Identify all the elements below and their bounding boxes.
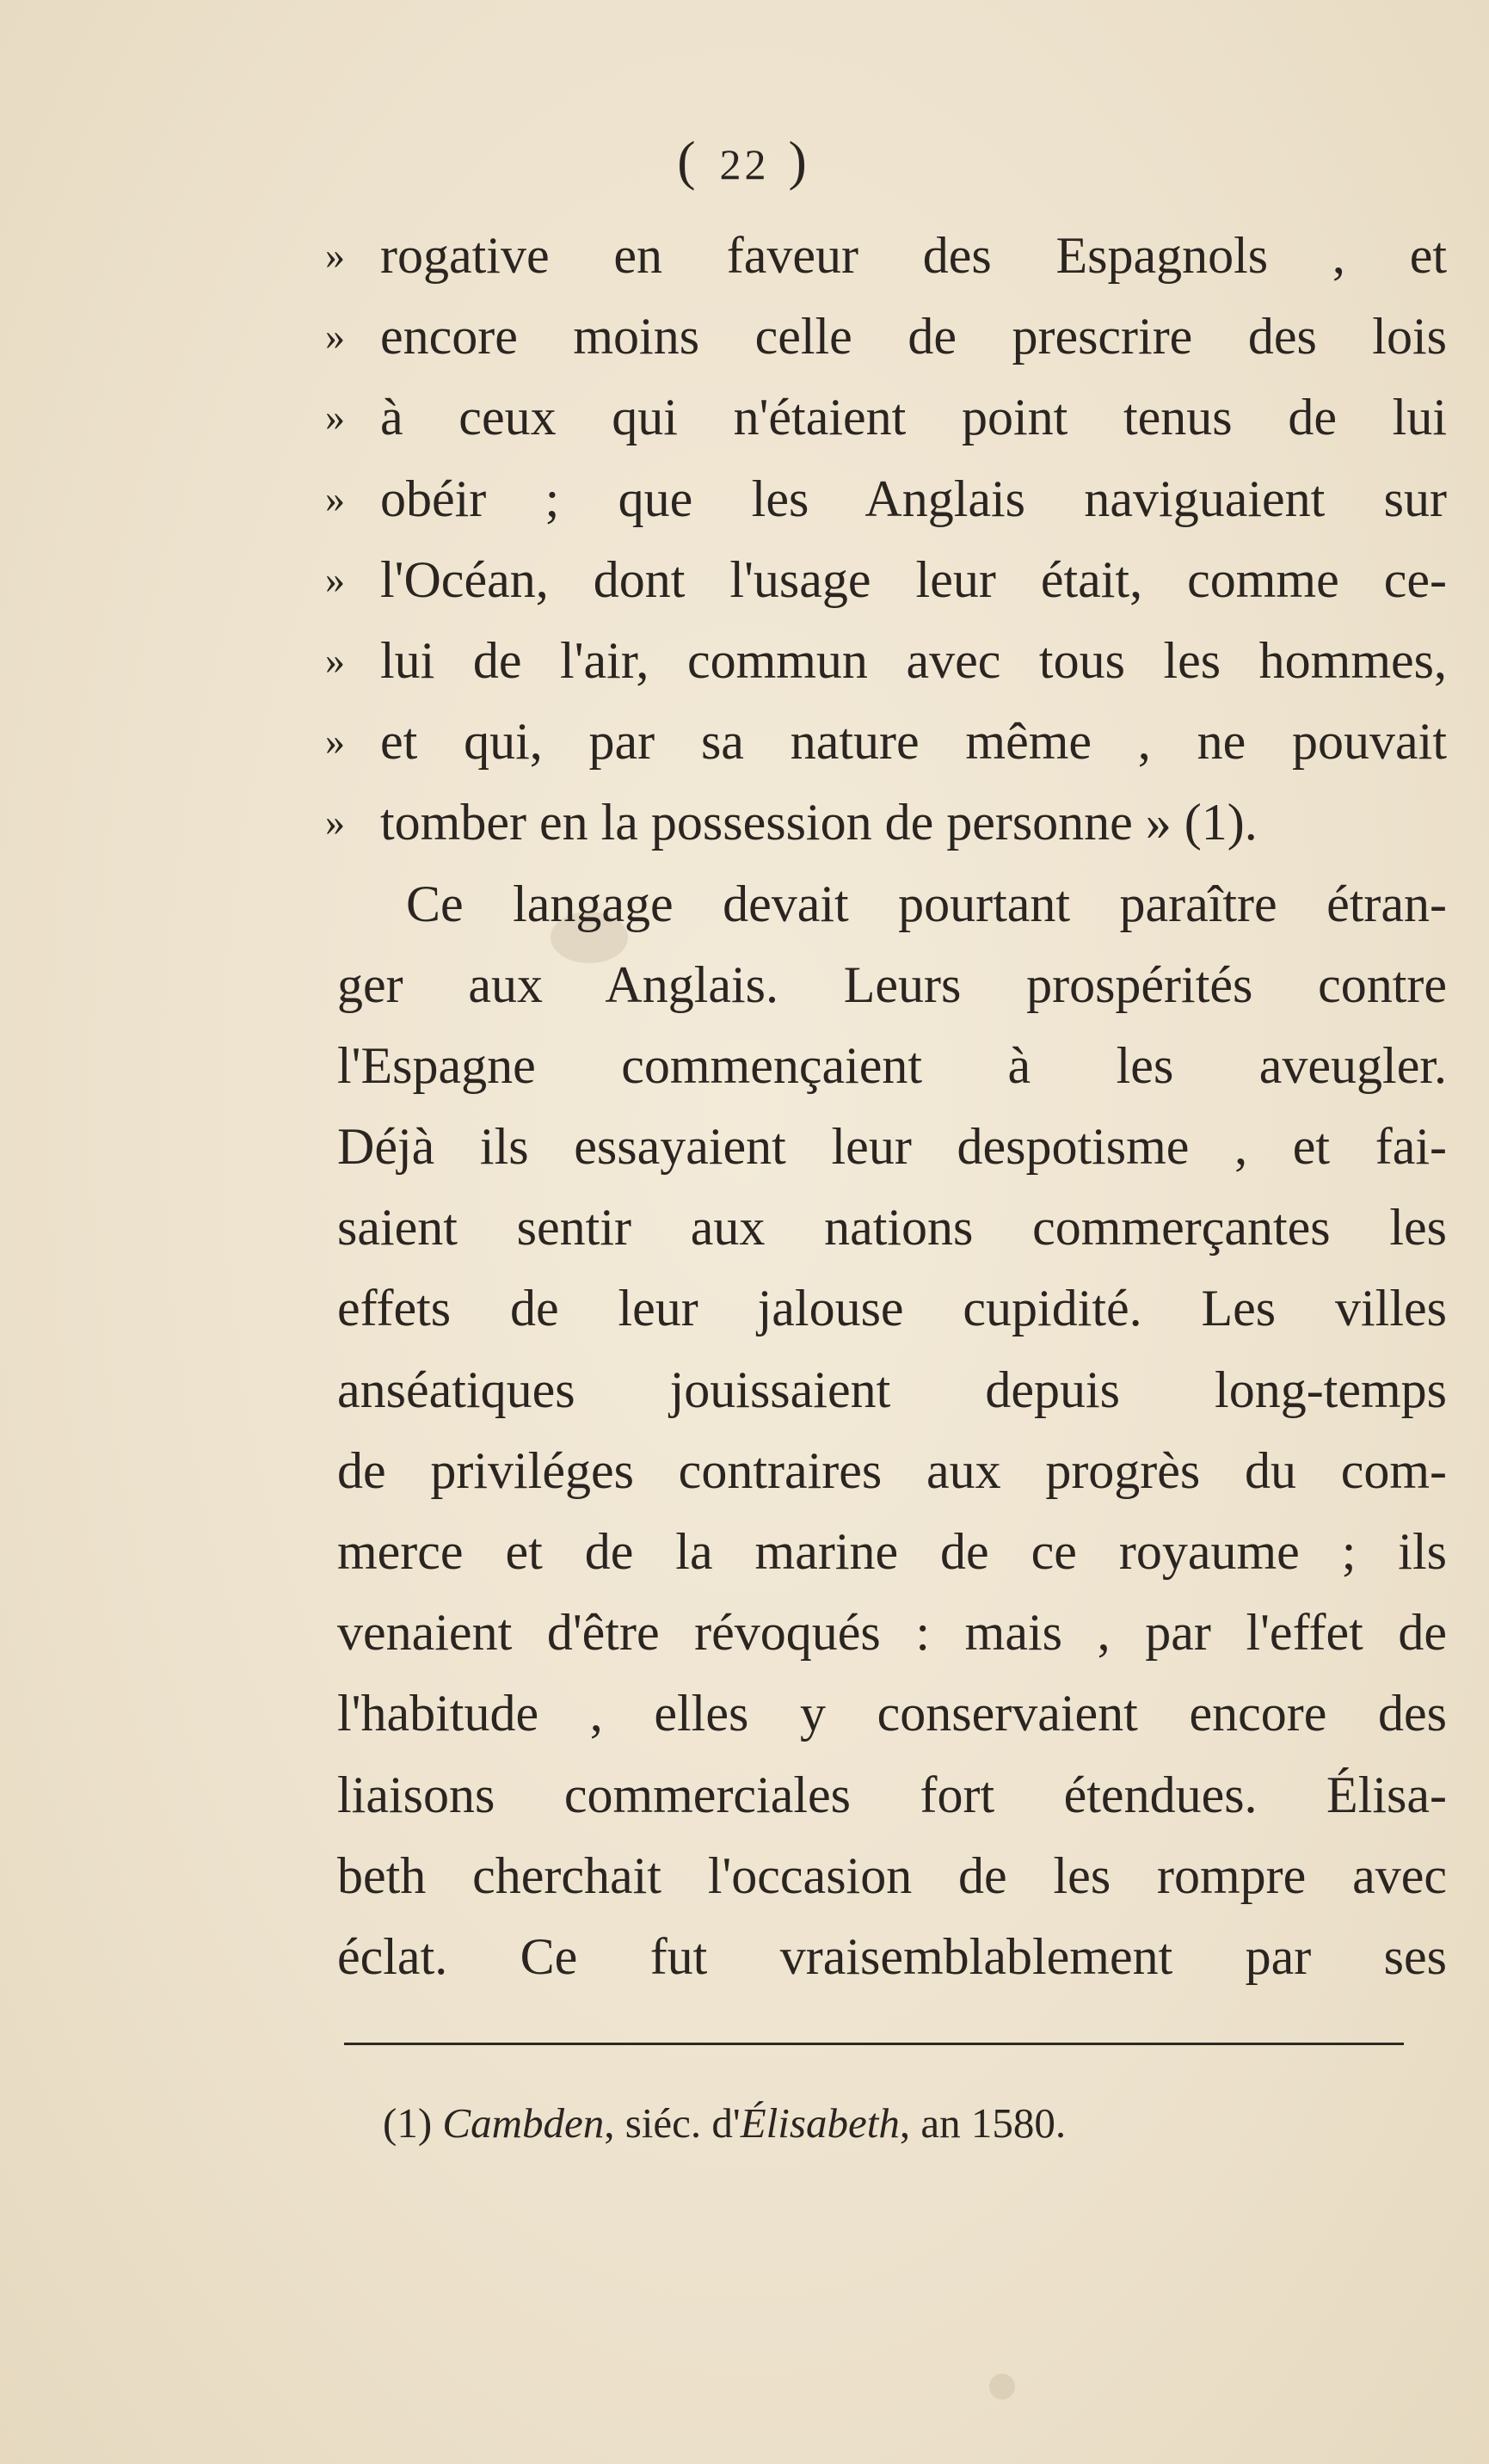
quote-mark: »: [325, 395, 345, 439]
paper-stain: [989, 2374, 1015, 2399]
text-line: » encore moins celle de prescrire des lois: [337, 296, 1447, 377]
text-line: effets de leur jalouse cupidité. Les villes: [337, 1280, 1447, 1337]
quote-mark: »: [325, 719, 345, 764]
quote-mark: »: [325, 476, 345, 520]
text-line: Déjà ils essayaient leur despotisme , et fai-: [337, 1118, 1447, 1176]
footnote-author: Cambden: [442, 2099, 605, 2147]
quote-mark: »: [325, 556, 345, 601]
footnote-subject: Élisabeth: [740, 2099, 900, 2147]
text-line: » obéir ; que les Anglais naviguaient sur: [337, 458, 1447, 539]
text-line: l'habitude , elles y conservaient encore des: [337, 1685, 1447, 1742]
text-line: Ce langage devait pourtant paraître étran-: [406, 875, 1447, 932]
text-line: merce et de la marine de ce royaume ; ils: [337, 1523, 1447, 1580]
text-line: » et qui, par sa nature même , ne pouvait: [337, 701, 1447, 782]
body-text: [325, 215, 1447, 1997]
text-line: ger aux Anglais. Leurs prospérités contre: [337, 955, 1447, 1013]
text-line: liaisons commerciales fort étendues. Élisa-: [337, 1766, 1447, 1823]
text-line: saient sentir aux nations commerçantes les: [337, 1199, 1447, 1257]
page-number-open: (: [677, 130, 701, 191]
page-number-digits: 22: [719, 140, 770, 188]
quote-mark: »: [325, 314, 345, 359]
quote-mark: »: [325, 637, 345, 682]
text-line: » à ceux qui n'étaient point tenus de lui: [337, 377, 1447, 458]
text-line: venaient d'être révoqués : mais , par l'effet de: [337, 1604, 1447, 1662]
text-line: » tomber en la possession de personne » (1).: [337, 782, 1447, 863]
text-line: » l'Océan, dont l'usage leur était, comme ce-: [337, 539, 1447, 620]
footnote-middle: siéc. d': [614, 2099, 741, 2147]
text-line: beth cherchait l'occasion de les rompre avec: [337, 1846, 1447, 1904]
quote-mark: »: [325, 233, 345, 277]
footnote-rule: [344, 2043, 1404, 2045]
footnote-separator: ,: [899, 2099, 911, 2147]
text-line: de priviléges contraires aux progrès du com-: [337, 1441, 1447, 1499]
footnote: [383, 2098, 1066, 2148]
text-line: » lui de l'air, commun avec tous les hommes,: [337, 620, 1447, 701]
page-number: [0, 129, 1489, 193]
quote-mark: »: [325, 800, 345, 845]
text-line: éclat. Ce fut vraisemblablement par ses: [337, 1927, 1447, 1985]
footnote-tail: an 1580.: [910, 2099, 1067, 2147]
footnote-separator: ,: [604, 2099, 615, 2147]
footnote-marker: (1): [383, 2099, 433, 2147]
text-line: l'Espagne commençaient à les aveugler.: [337, 1036, 1447, 1094]
text-line: anséatiques jouissaient depuis long-temps: [337, 1361, 1447, 1418]
page-number-close: ): [788, 130, 812, 191]
text-line: » rogative en faveur des Espagnols , et: [337, 215, 1447, 296]
